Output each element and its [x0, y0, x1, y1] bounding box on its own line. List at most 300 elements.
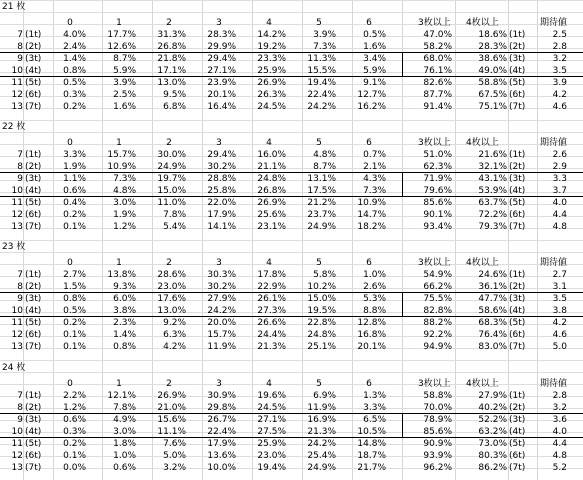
probability-cell[interactable]: 2.2% [63, 391, 86, 401]
probability-cell[interactable]: 26.7% [207, 415, 236, 425]
probability-cell[interactable]: 1.9% [113, 210, 136, 220]
probability-cell[interactable]: 24.2% [307, 102, 336, 112]
probability-cell[interactable]: 26.8% [157, 42, 186, 52]
probability-cell[interactable]: 13.8% [107, 270, 136, 280]
four-or-more-cell[interactable]: 24.6% [478, 270, 507, 280]
probability-cell[interactable]: 29.9% [207, 42, 236, 52]
column-header[interactable]: 6 [366, 258, 372, 268]
expected-value-cell[interactable]: 4.6 [552, 102, 567, 112]
probability-cell[interactable]: 14.8% [357, 439, 386, 449]
probability-cell[interactable]: 4.9% [113, 415, 136, 425]
expected-value-cell[interactable]: 3.5 [552, 294, 567, 304]
turn-tag-cell[interactable]: (5t) [509, 318, 526, 328]
probability-cell[interactable]: 1.8% [113, 439, 136, 449]
probability-cell[interactable]: 16.8% [357, 330, 386, 340]
three-or-more-cell[interactable]: 54.9% [423, 270, 452, 280]
probability-cell[interactable]: 27.3% [257, 306, 286, 316]
column-header[interactable]: 5 [316, 138, 322, 148]
expected-value-cell[interactable]: 4.2 [552, 318, 567, 328]
column-header-expected-value[interactable]: 期待値 [540, 379, 568, 389]
probability-cell[interactable]: 7.3% [363, 186, 386, 196]
probability-cell[interactable]: 1.3% [363, 391, 386, 401]
probability-cell[interactable]: 0.8% [113, 342, 136, 352]
probability-cell[interactable]: 19.2% [257, 42, 286, 52]
probability-cell[interactable]: 22.9% [257, 282, 286, 292]
probability-cell[interactable]: 3.3% [63, 150, 86, 160]
three-or-more-cell[interactable]: 96.2% [423, 463, 452, 473]
turn-tag-cell[interactable]: (6t) [509, 210, 526, 220]
probability-cell[interactable]: 21.7% [357, 463, 386, 473]
four-or-more-cell[interactable]: 72.2% [478, 210, 507, 220]
probability-cell[interactable]: 27.5% [257, 427, 286, 437]
probability-cell[interactable]: 4.3% [363, 174, 386, 184]
probability-cell[interactable]: 11.0% [157, 198, 186, 208]
block-title[interactable]: 23 枚 [2, 242, 26, 252]
probability-cell[interactable]: 1.6% [113, 102, 136, 112]
turn-tag-cell[interactable]: (7t) [509, 463, 526, 473]
probability-cell[interactable]: 16.9% [307, 415, 336, 425]
probability-cell[interactable]: 3.0% [113, 198, 136, 208]
three-or-more-cell[interactable]: 58.8% [423, 391, 452, 401]
row-number[interactable]: 12 [11, 90, 23, 100]
four-or-more-cell[interactable]: 53.9% [478, 186, 507, 196]
probability-cell[interactable]: 10.9% [107, 162, 136, 172]
turn-tag-cell[interactable]: (6t) [509, 330, 526, 340]
probability-cell[interactable]: 25.9% [257, 66, 286, 76]
column-header[interactable]: 5 [316, 379, 322, 389]
three-or-more-cell[interactable]: 71.9% [423, 174, 452, 184]
column-header[interactable]: 2 [166, 18, 172, 28]
expected-value-cell[interactable]: 4.4 [552, 439, 567, 449]
row-position[interactable]: (1t) [25, 270, 42, 280]
probability-cell[interactable]: 25.8% [207, 186, 236, 196]
probability-cell[interactable]: 16.2% [357, 102, 386, 112]
probability-cell[interactable]: 10.5% [357, 427, 386, 437]
probability-cell[interactable]: 26.9% [257, 198, 286, 208]
probability-cell[interactable]: 19.7% [157, 174, 186, 184]
four-or-more-cell[interactable]: 43.1% [478, 174, 507, 184]
column-header[interactable]: 4 [266, 138, 272, 148]
probability-cell[interactable]: 7.6% [163, 439, 186, 449]
probability-cell[interactable]: 1.0% [113, 451, 136, 461]
probability-cell[interactable]: 24.5% [257, 102, 286, 112]
four-or-more-cell[interactable]: 49.0% [478, 66, 507, 76]
three-or-more-cell[interactable]: 82.6% [423, 78, 452, 88]
probability-cell[interactable]: 24.4% [257, 330, 286, 340]
expected-value-cell[interactable]: 2.5 [552, 30, 567, 40]
block-title[interactable]: 22 枚 [2, 122, 26, 132]
row-position[interactable]: (5t) [25, 78, 42, 88]
probability-cell[interactable]: 3.2% [163, 463, 186, 473]
block-title[interactable]: 21 枚 [2, 2, 26, 12]
block-title[interactable]: 24 枚 [2, 363, 26, 373]
probability-cell[interactable]: 19.4% [257, 463, 286, 473]
probability-cell[interactable]: 23.0% [157, 282, 186, 292]
probability-cell[interactable]: 21.2% [307, 198, 336, 208]
turn-tag-cell[interactable]: (7t) [509, 342, 526, 352]
turn-tag-cell[interactable]: (1t) [509, 30, 526, 40]
probability-cell[interactable]: 0.2% [63, 210, 86, 220]
probability-cell[interactable]: 3.9% [113, 78, 136, 88]
probability-cell[interactable]: 17.9% [207, 439, 236, 449]
row-position[interactable]: (7t) [25, 463, 42, 473]
probability-cell[interactable]: 0.6% [63, 186, 86, 196]
probability-cell[interactable]: 17.5% [307, 186, 336, 196]
probability-cell[interactable]: 23.3% [257, 54, 286, 64]
probability-cell[interactable]: 29.4% [207, 54, 236, 64]
row-number[interactable]: 10 [11, 66, 23, 76]
four-or-more-cell[interactable]: 67.5% [478, 90, 507, 100]
probability-cell[interactable]: 28.3% [207, 30, 236, 40]
probability-cell[interactable]: 8.7% [313, 162, 336, 172]
probability-cell[interactable]: 24.2% [307, 439, 336, 449]
probability-cell[interactable]: 9.5% [163, 90, 186, 100]
probability-cell[interactable]: 6.5% [363, 415, 386, 425]
probability-cell[interactable]: 4.8% [313, 150, 336, 160]
three-or-more-cell[interactable]: 70.0% [423, 403, 452, 413]
column-header[interactable]: 3 [216, 258, 222, 268]
expected-value-cell[interactable]: 2.6 [552, 150, 567, 160]
row-number[interactable]: 7 [17, 391, 23, 401]
expected-value-cell[interactable]: 5.0 [552, 342, 567, 352]
turn-tag-cell[interactable]: (4t) [509, 306, 526, 316]
column-header[interactable]: 2 [166, 379, 172, 389]
column-header[interactable]: 1 [116, 138, 122, 148]
probability-cell[interactable]: 11.9% [307, 403, 336, 413]
turn-tag-cell[interactable]: (6t) [509, 451, 526, 461]
column-header[interactable]: 6 [366, 18, 372, 28]
expected-value-cell[interactable]: 2.9 [552, 162, 567, 172]
probability-cell[interactable]: 0.4% [63, 198, 86, 208]
row-number[interactable]: 9 [17, 54, 23, 64]
column-header-expected-value[interactable]: 期待値 [540, 138, 568, 148]
three-or-more-cell[interactable]: 66.2% [423, 282, 452, 292]
column-header[interactable]: 4 [266, 258, 272, 268]
probability-cell[interactable]: 17.8% [257, 270, 286, 280]
expected-value-cell[interactable]: 3.2 [552, 54, 567, 64]
row-position[interactable]: (3t) [25, 415, 42, 425]
three-or-more-cell[interactable]: 75.5% [423, 294, 452, 304]
probability-cell[interactable]: 1.6% [363, 42, 386, 52]
probability-cell[interactable]: 24.5% [257, 403, 286, 413]
turn-tag-cell[interactable]: (1t) [509, 270, 526, 280]
probability-cell[interactable]: 18.7% [357, 451, 386, 461]
turn-tag-cell[interactable]: (7t) [509, 102, 526, 112]
column-header[interactable]: 0 [67, 258, 73, 268]
probability-cell[interactable]: 23.7% [307, 210, 336, 220]
expected-value-cell[interactable]: 3.3 [552, 174, 567, 184]
column-header-3-or-more[interactable]: 3枚以上 [418, 138, 451, 148]
row-position[interactable]: (7t) [25, 102, 42, 112]
probability-cell[interactable]: 5.3% [363, 294, 386, 304]
probability-cell[interactable]: 17.1% [157, 66, 186, 76]
probability-cell[interactable]: 1.2% [113, 222, 136, 232]
turn-tag-cell[interactable]: (2t) [509, 403, 526, 413]
probability-cell[interactable]: 30.9% [207, 391, 236, 401]
probability-cell[interactable]: 31.3% [157, 30, 186, 40]
row-number[interactable]: 7 [17, 30, 23, 40]
expected-value-cell[interactable]: 3.2 [552, 403, 567, 413]
row-number[interactable]: 7 [17, 150, 23, 160]
probability-cell[interactable]: 27.1% [207, 66, 236, 76]
column-header[interactable]: 6 [366, 138, 372, 148]
probability-cell[interactable]: 1.4% [63, 54, 86, 64]
probability-cell[interactable]: 12.7% [357, 90, 386, 100]
probability-cell[interactable]: 0.6% [113, 463, 136, 473]
row-position[interactable]: (4t) [25, 427, 42, 437]
expected-value-cell[interactable]: 2.7 [552, 270, 567, 280]
three-or-more-cell[interactable]: 85.6% [423, 427, 452, 437]
column-header[interactable]: 1 [116, 258, 122, 268]
column-header[interactable]: 0 [67, 379, 73, 389]
expected-value-cell[interactable]: 4.6 [552, 330, 567, 340]
four-or-more-cell[interactable]: 80.3% [478, 451, 507, 461]
four-or-more-cell[interactable]: 73.0% [478, 439, 507, 449]
row-number[interactable]: 11 [11, 439, 23, 449]
probability-cell[interactable]: 24.9% [307, 463, 336, 473]
probability-cell[interactable]: 0.5% [63, 306, 86, 316]
turn-tag-cell[interactable]: (1t) [509, 150, 526, 160]
expected-value-cell[interactable]: 4.0 [552, 427, 567, 437]
expected-value-cell[interactable]: 4.8 [552, 222, 567, 232]
probability-cell[interactable]: 0.0% [63, 463, 86, 473]
row-number[interactable]: 8 [17, 282, 23, 292]
probability-cell[interactable]: 17.7% [107, 30, 136, 40]
row-number[interactable]: 11 [11, 318, 23, 328]
turn-tag-cell[interactable]: (7t) [509, 222, 526, 232]
probability-cell[interactable]: 30.3% [207, 270, 236, 280]
turn-tag-cell[interactable]: (3t) [509, 174, 526, 184]
turn-tag-cell[interactable]: (4t) [509, 186, 526, 196]
row-position[interactable]: (2t) [25, 42, 42, 52]
probability-cell[interactable]: 0.6% [63, 415, 86, 425]
column-header[interactable]: 6 [366, 379, 372, 389]
three-or-more-cell[interactable]: 58.2% [423, 42, 452, 52]
probability-cell[interactable]: 30.2% [207, 282, 236, 292]
turn-tag-cell[interactable]: (5t) [509, 198, 526, 208]
probability-cell[interactable]: 23.1% [257, 222, 286, 232]
row-number[interactable]: 13 [11, 342, 23, 352]
probability-cell[interactable]: 2.5% [113, 90, 136, 100]
expected-value-cell[interactable]: 3.9 [552, 78, 567, 88]
row-position[interactable]: (5t) [25, 198, 42, 208]
probability-cell[interactable]: 26.6% [257, 318, 286, 328]
turn-tag-cell[interactable]: (2t) [509, 162, 526, 172]
turn-tag-cell[interactable]: (4t) [509, 66, 526, 76]
four-or-more-cell[interactable]: 38.6% [478, 54, 507, 64]
probability-cell[interactable]: 7.3% [113, 174, 136, 184]
three-or-more-cell[interactable]: 68.0% [423, 54, 452, 64]
column-header-expected-value[interactable]: 期待値 [540, 18, 568, 28]
probability-cell[interactable]: 23.0% [257, 451, 286, 461]
probability-cell[interactable]: 22.4% [207, 427, 236, 437]
column-header[interactable]: 4 [266, 18, 272, 28]
probability-cell[interactable]: 15.0% [157, 186, 186, 196]
column-header-expected-value[interactable]: 期待値 [540, 258, 568, 268]
probability-cell[interactable]: 25.9% [257, 439, 286, 449]
probability-cell[interactable]: 15.5% [307, 66, 336, 76]
column-header-4-or-more[interactable]: 4枚以上 [466, 138, 499, 148]
probability-cell[interactable]: 15.7% [107, 150, 136, 160]
row-position[interactable]: (4t) [25, 306, 42, 316]
row-position[interactable]: (3t) [25, 294, 42, 304]
probability-cell[interactable]: 4.0% [63, 30, 86, 40]
probability-cell[interactable]: 27.9% [207, 294, 236, 304]
turn-tag-cell[interactable]: (3t) [509, 54, 526, 64]
row-number[interactable]: 12 [11, 210, 23, 220]
probability-cell[interactable]: 24.9% [157, 162, 186, 172]
column-header-4-or-more[interactable]: 4枚以上 [466, 18, 499, 28]
probability-cell[interactable]: 21.0% [157, 403, 186, 413]
probability-cell[interactable]: 26.9% [257, 78, 286, 88]
four-or-more-cell[interactable]: 63.2% [478, 427, 507, 437]
probability-cell[interactable]: 1.0% [363, 270, 386, 280]
probability-cell[interactable]: 11.9% [207, 342, 236, 352]
expected-value-cell[interactable]: 3.1 [552, 282, 567, 292]
four-or-more-cell[interactable]: 86.2% [478, 463, 507, 473]
probability-cell[interactable]: 6.9% [313, 391, 336, 401]
probability-cell[interactable]: 5.4% [163, 222, 186, 232]
turn-tag-cell[interactable]: (3t) [509, 415, 526, 425]
row-number[interactable]: 12 [11, 451, 23, 461]
probability-cell[interactable]: 0.8% [63, 66, 86, 76]
probability-cell[interactable]: 0.2% [63, 439, 86, 449]
probability-cell[interactable]: 12.1% [107, 391, 136, 401]
three-or-more-cell[interactable]: 91.4% [423, 102, 452, 112]
column-header[interactable]: 1 [116, 18, 122, 28]
probability-cell[interactable]: 0.2% [63, 102, 86, 112]
probability-cell[interactable]: 24.9% [307, 222, 336, 232]
row-number[interactable]: 10 [11, 427, 23, 437]
expected-value-cell[interactable]: 2.8 [552, 42, 567, 52]
probability-cell[interactable]: 3.4% [363, 54, 386, 64]
probability-cell[interactable]: 3.0% [113, 427, 136, 437]
probability-cell[interactable]: 27.1% [257, 415, 286, 425]
expected-value-cell[interactable]: 5.2 [552, 463, 567, 473]
four-or-more-cell[interactable]: 21.6% [478, 150, 507, 160]
probability-cell[interactable]: 0.8% [63, 294, 86, 304]
probability-cell[interactable]: 17.6% [157, 294, 186, 304]
probability-cell[interactable]: 9.3% [113, 282, 136, 292]
turn-tag-cell[interactable]: (6t) [509, 90, 526, 100]
probability-cell[interactable]: 30.0% [157, 150, 186, 160]
probability-cell[interactable]: 25.4% [307, 451, 336, 461]
probability-cell[interactable]: 0.1% [63, 342, 86, 352]
four-or-more-cell[interactable]: 83.0% [478, 342, 507, 352]
probability-cell[interactable]: 2.3% [113, 318, 136, 328]
probability-cell[interactable]: 25.6% [257, 210, 286, 220]
row-number[interactable]: 9 [17, 415, 23, 425]
row-number[interactable]: 12 [11, 330, 23, 340]
row-number[interactable]: 8 [17, 403, 23, 413]
turn-tag-cell[interactable]: (5t) [509, 78, 526, 88]
three-or-more-cell[interactable]: 87.7% [423, 90, 452, 100]
turn-tag-cell[interactable]: (3t) [509, 294, 526, 304]
probability-cell[interactable]: 28.8% [207, 174, 236, 184]
probability-cell[interactable]: 1.9% [63, 162, 86, 172]
row-position[interactable]: (2t) [25, 162, 42, 172]
probability-cell[interactable]: 9.2% [163, 318, 186, 328]
row-position[interactable]: (6t) [25, 90, 42, 100]
probability-cell[interactable]: 15.0% [307, 294, 336, 304]
probability-cell[interactable]: 10.2% [307, 282, 336, 292]
probability-cell[interactable]: 5.9% [363, 66, 386, 76]
probability-cell[interactable]: 7.8% [163, 210, 186, 220]
column-header[interactable]: 3 [216, 379, 222, 389]
row-position[interactable]: (1t) [25, 30, 42, 40]
row-number[interactable]: 11 [11, 78, 23, 88]
four-or-more-cell[interactable]: 68.3% [478, 318, 507, 328]
probability-cell[interactable]: 2.7% [63, 270, 86, 280]
probability-cell[interactable]: 19.4% [307, 78, 336, 88]
probability-cell[interactable]: 7.3% [313, 42, 336, 52]
probability-cell[interactable]: 1.1% [63, 174, 86, 184]
turn-tag-cell[interactable]: (2t) [509, 42, 526, 52]
row-position[interactable]: (1t) [25, 150, 42, 160]
probability-cell[interactable]: 26.8% [257, 186, 286, 196]
turn-tag-cell[interactable]: (4t) [509, 427, 526, 437]
four-or-more-cell[interactable]: 18.6% [478, 30, 507, 40]
expected-value-cell[interactable]: 4.4 [552, 210, 567, 220]
probability-cell[interactable]: 4.8% [113, 186, 136, 196]
column-header[interactable]: 4 [266, 379, 272, 389]
probability-cell[interactable]: 29.8% [207, 403, 236, 413]
probability-cell[interactable]: 25.1% [307, 342, 336, 352]
column-header[interactable]: 5 [316, 258, 322, 268]
column-header[interactable]: 2 [166, 138, 172, 148]
row-position[interactable]: (4t) [25, 186, 42, 196]
probability-cell[interactable]: 19.5% [307, 306, 336, 316]
probability-cell[interactable]: 0.1% [63, 451, 86, 461]
three-or-more-cell[interactable]: 92.2% [423, 330, 452, 340]
probability-cell[interactable]: 19.6% [257, 391, 286, 401]
three-or-more-cell[interactable]: 78.9% [423, 415, 452, 425]
four-or-more-cell[interactable]: 75.1% [478, 102, 507, 112]
column-header[interactable]: 1 [116, 379, 122, 389]
probability-cell[interactable]: 0.3% [63, 90, 86, 100]
probability-cell[interactable]: 18.2% [357, 222, 386, 232]
probability-cell[interactable]: 6.0% [113, 294, 136, 304]
turn-tag-cell[interactable]: (2t) [509, 282, 526, 292]
probability-cell[interactable]: 16.0% [257, 150, 286, 160]
probability-cell[interactable]: 1.4% [113, 330, 136, 340]
expected-value-cell[interactable]: 4.2 [552, 90, 567, 100]
column-header[interactable]: 0 [67, 18, 73, 28]
probability-cell[interactable]: 8.7% [113, 54, 136, 64]
probability-cell[interactable]: 0.5% [363, 30, 386, 40]
three-or-more-cell[interactable]: 82.8% [423, 306, 452, 316]
row-position[interactable]: (3t) [25, 174, 42, 184]
four-or-more-cell[interactable]: 76.4% [478, 330, 507, 340]
probability-cell[interactable]: 21.8% [157, 54, 186, 64]
three-or-more-cell[interactable]: 79.6% [423, 186, 452, 196]
probability-cell[interactable]: 13.0% [157, 306, 186, 316]
four-or-more-cell[interactable]: 36.1% [478, 282, 507, 292]
three-or-more-cell[interactable]: 47.0% [423, 30, 452, 40]
expected-value-cell[interactable]: 4.0 [552, 198, 567, 208]
row-number[interactable]: 9 [17, 174, 23, 184]
probability-cell[interactable]: 2.1% [363, 162, 386, 172]
probability-cell[interactable]: 15.7% [207, 330, 236, 340]
probability-cell[interactable]: 0.5% [63, 78, 86, 88]
row-number[interactable]: 10 [11, 306, 23, 316]
expected-value-cell[interactable]: 3.7 [552, 186, 567, 196]
probability-cell[interactable]: 24.2% [207, 306, 236, 316]
four-or-more-cell[interactable]: 28.3% [478, 42, 507, 52]
row-position[interactable]: (6t) [25, 451, 42, 461]
column-header[interactable]: 5 [316, 18, 322, 28]
probability-cell[interactable]: 22.8% [307, 318, 336, 328]
